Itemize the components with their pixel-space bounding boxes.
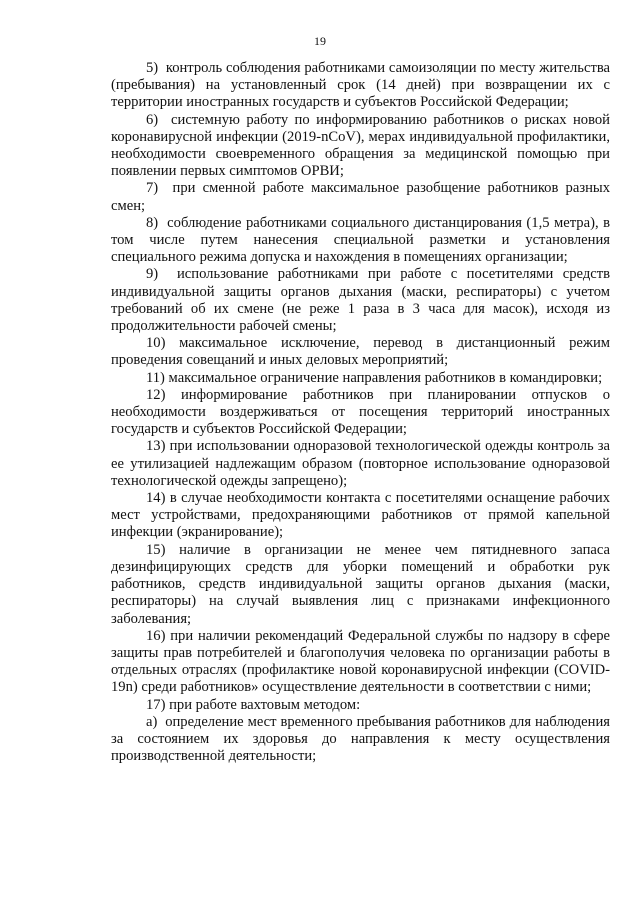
list-item-6: 6) системную работу по информированию работников о рисках новой коронавирусной инфекции (2019-nCoV), мерах индивидуальной профилактики, необходимости своевременного обращения за медицинской помощью при появлении первых симптомов ОРВИ; (111, 111, 610, 180)
list-item-17: 17) при работе вахтовым методом: (146, 696, 361, 713)
list-item-9: 9) использование работниками при работе с посетителями средств индивидуальной защиты органов дыхания (маски, респираторы) с учетом требований об их смене (не реже 1 раза в 3 часа для масок), исходя из продолжительности рабочей смены; (111, 266, 610, 335)
list-item-15: 15) наличие в организации не менее чем пятидневного запаса дезинфицирующих средств для уборки помещений и обработки рук работников, средств индивидуальной защиты органов дыхания (маски, респираторы) на случай выявления лиц с признаками инфекционного заболевания; (111, 541, 610, 627)
list-item-11: 11) максимальное ограничение направления работников в командировки; (146, 369, 603, 386)
page-number: 19 (314, 34, 326, 48)
document-body (111, 60, 610, 765)
list-item-16: 16) при наличии рекомендаций Федеральной службы по надзору в сфере защиты прав потребителей и благополучия человека по организации работы в отдельных отраслях (профилактике новой коронавирусной инфекции (COVID-19n) среди работников» осуществление деятельности в соответствии с ними; (111, 627, 610, 696)
list-item-8: 8) соблюдение работниками социального дистанцирования (1,5 метра), в том числе путем нанесения специальной разметки и установления специального режима допуска и нахождения в помещениях организации; (111, 214, 610, 266)
list-item-10: 10) максимальное исключение, перевод в дистанционный режим проведения совещаний и иных деловых мероприятий; (111, 335, 610, 369)
list-item-7: 7) при сменной работе максимальное разобщение работников разных смен; (111, 180, 610, 214)
list-item-14: 14) в случае необходимости контакта с посетителями оснащение рабочих мест устройствами, предохраняющими работников от прямой капельной инфекции (экранирование); (111, 490, 610, 541)
list-item-13: 13) при использовании одноразовой технологической одежды контроль за ее утилизацией надлежащим образом (повторное использование одноразовой технологической одежды запрещено); (111, 438, 610, 489)
list-item-5: 5) контроль соблюдения работниками самоизоляции по месту жительства (пребывания) на установленный срок (14 дней) при возвращении их с территории иностранных государств и субъектов Российской Федерации; (111, 60, 610, 111)
list-item-12: 12) информирование работников при планировании отпусков о необходимости воздерживаться от посещения территорий иностранных государств и субъектов Российской Федерации; (111, 386, 610, 438)
list-item-17a: а) определение мест временного пребывания работников для наблюдения за состоянием их здоровья до направления к месту осуществления производственной деятельности; (111, 713, 610, 765)
